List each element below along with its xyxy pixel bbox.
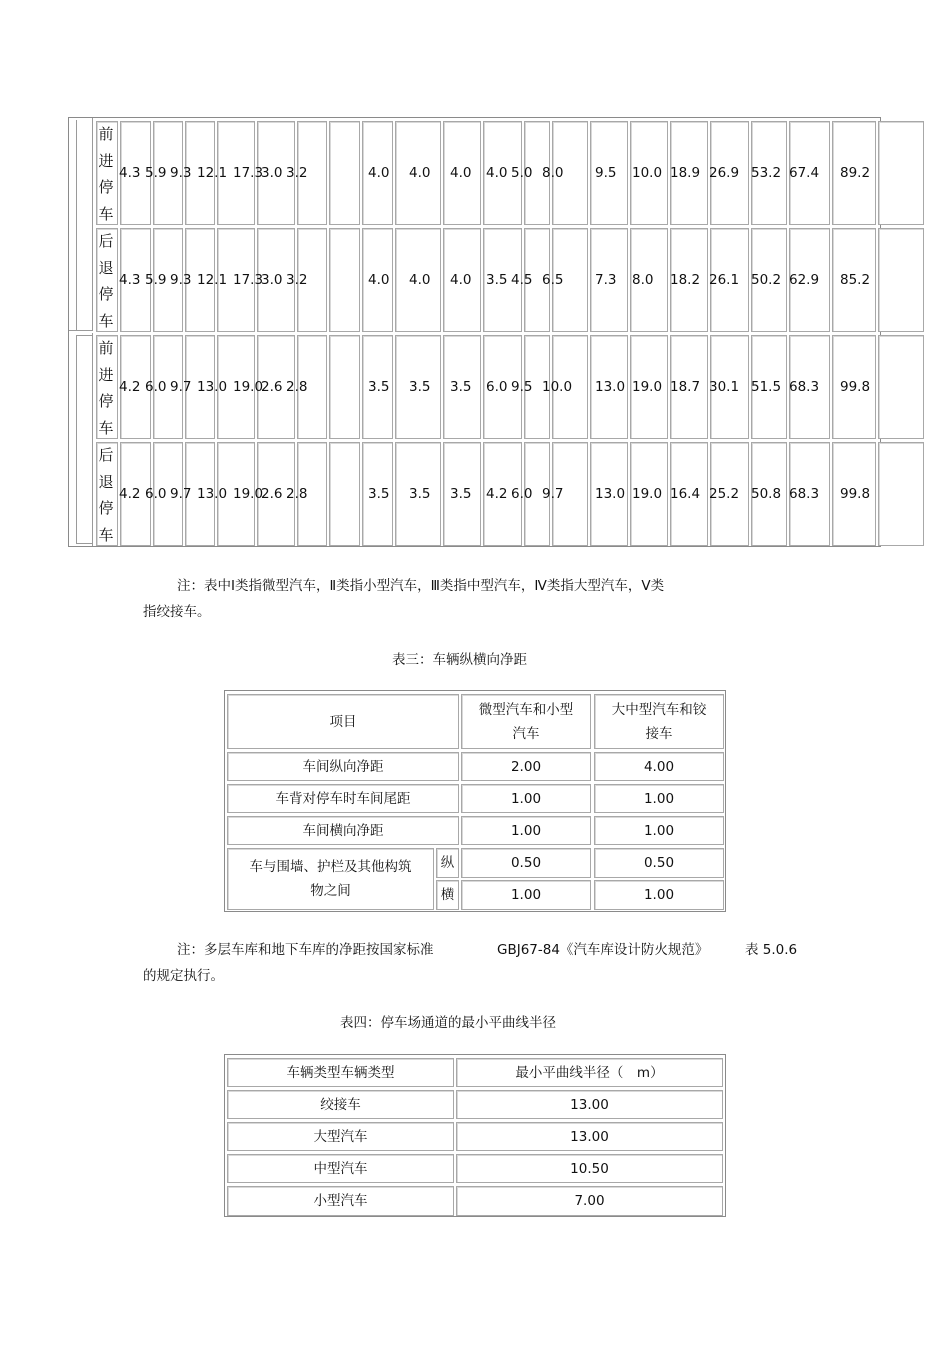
parameter-value: 2.6 bbox=[261, 379, 283, 395]
parking-method-char: 前 bbox=[98, 125, 114, 143]
merged-row-label: 车与围墙、护栏及其他构筑 物之间 bbox=[227, 848, 434, 910]
parameter-value: 4.0 bbox=[409, 165, 431, 181]
parking-method-char: 停 bbox=[98, 392, 114, 410]
header-col2: 大中型汽车和铰 接车 bbox=[594, 694, 724, 749]
sub-label-lateral: 横 bbox=[436, 880, 459, 910]
value-cell bbox=[878, 121, 924, 225]
parameter-value: 12.1 bbox=[197, 165, 228, 181]
parameter-value: 4.3 bbox=[119, 165, 141, 181]
table3-caption: 表三：车辆纵横向净距 bbox=[392, 652, 527, 668]
row-value: 1.00 bbox=[594, 880, 724, 910]
parameter-value: 9.3 bbox=[170, 272, 192, 288]
parameter-value: 3.5 bbox=[368, 379, 390, 395]
parking-dimension-table bbox=[68, 117, 881, 547]
clearance-note-continued: 的规定执行。 bbox=[143, 968, 224, 984]
parameter-value: 4.0 bbox=[409, 272, 431, 288]
parking-method-char: 后 bbox=[98, 232, 114, 250]
parameter-value: 6.0 bbox=[145, 379, 167, 395]
parameter-value: 30.1 bbox=[709, 379, 740, 395]
parameter-value: 9.7 bbox=[170, 486, 192, 502]
parameter-value: 89.2 bbox=[840, 165, 871, 181]
parameter-value: 53.2 bbox=[751, 165, 782, 181]
parameter-value: 3.5 bbox=[368, 486, 390, 502]
row-value: 1.00 bbox=[461, 816, 591, 845]
clearance-note: 注：多层车库和地下车库的净距按国家标准 bbox=[177, 942, 434, 958]
parameter-value: 51.5 bbox=[751, 379, 782, 395]
parameter-value: 10.0 bbox=[542, 379, 573, 395]
row-value: 1.00 bbox=[461, 880, 591, 910]
parking-method-char: 停 bbox=[98, 499, 114, 517]
value-cell bbox=[878, 442, 924, 546]
parking-method-char: 车 bbox=[98, 418, 114, 437]
min-radius-value: 13.00 bbox=[456, 1122, 723, 1151]
parameter-value: 68.3 bbox=[789, 379, 820, 395]
parameter-value: 6.0 bbox=[486, 379, 508, 395]
min-curve-radius-table bbox=[224, 1054, 726, 1217]
parameter-value: 85.2 bbox=[840, 272, 871, 288]
parameter-value: 19.0 bbox=[233, 379, 264, 395]
parameter-value: 2.6 bbox=[261, 486, 283, 502]
parameter-value: 9.5 bbox=[595, 165, 617, 181]
table-note: 注：表中Ⅰ类指微型汽车，Ⅱ类指小型汽车，Ⅲ类指中型汽车，Ⅳ类指大型汽车，Ⅴ类 bbox=[177, 578, 665, 594]
parameter-value: 4.5 bbox=[511, 272, 533, 288]
parameter-value: 67.4 bbox=[789, 165, 820, 181]
table4-caption: 表四：停车场通道的最小平曲线半径 bbox=[340, 1015, 556, 1031]
parameter-value: 8.0 bbox=[542, 165, 564, 181]
parameter-value: 99.8 bbox=[840, 379, 871, 395]
parameter-value: 4.0 bbox=[450, 272, 472, 288]
parameter-value: 5.9 bbox=[145, 165, 167, 181]
parking-method-char: 退 bbox=[98, 472, 114, 491]
parameter-value: 13.0 bbox=[595, 379, 626, 395]
parking-method-char: 进 bbox=[98, 365, 114, 384]
min-radius-value: 10.50 bbox=[456, 1154, 723, 1183]
parameter-value: 3.2 bbox=[286, 165, 308, 181]
vehicle-clearance-table bbox=[224, 690, 726, 912]
sub-label-longitudinal: 纵 bbox=[436, 848, 459, 878]
clearance-note-table-ref: 表 5.0.6 bbox=[745, 942, 798, 958]
parameter-value: 4.0 bbox=[368, 272, 390, 288]
parameter-value: 17.3 bbox=[233, 272, 264, 288]
parking-method-char: 停 bbox=[98, 178, 114, 196]
parameter-value: 18.9 bbox=[670, 165, 701, 181]
header-min-radius: 最小平曲线半径（ m） bbox=[456, 1058, 723, 1087]
row-value: 2.00 bbox=[461, 752, 591, 781]
parameter-value: 26.9 bbox=[709, 165, 740, 181]
parking-method-char: 后 bbox=[98, 446, 114, 464]
vehicle-type: 小型汽车 bbox=[227, 1186, 454, 1216]
row-value: 1.00 bbox=[594, 816, 724, 845]
min-radius-value: 13.00 bbox=[456, 1090, 723, 1119]
parameter-value: 4.0 bbox=[450, 165, 472, 181]
value-cell bbox=[329, 442, 360, 546]
parameter-value: 4.2 bbox=[119, 379, 141, 395]
value-cell bbox=[878, 335, 924, 439]
vehicle-class-group-cell bbox=[69, 118, 93, 331]
parameter-value: 19.0 bbox=[632, 379, 663, 395]
header-vehicle-type: 车辆类型车辆类型 bbox=[227, 1058, 454, 1087]
row-label: 车背对停车时车间尾距 bbox=[227, 784, 459, 813]
parameter-value: 2.8 bbox=[286, 486, 308, 502]
parameter-value: 62.9 bbox=[789, 272, 820, 288]
parking-method-char: 车 bbox=[98, 525, 114, 544]
parameter-value: 19.0 bbox=[632, 486, 663, 502]
parking-method-char: 车 bbox=[98, 311, 114, 330]
parameter-value: 3.5 bbox=[450, 486, 472, 502]
parameter-value: 9.3 bbox=[170, 165, 192, 181]
value-cell bbox=[878, 228, 924, 332]
parameter-value: 3.5 bbox=[486, 272, 508, 288]
parameter-value: 12.1 bbox=[197, 272, 228, 288]
vehicle-type: 中型汽车 bbox=[227, 1154, 454, 1183]
parameter-value: 13.0 bbox=[595, 486, 626, 502]
parameter-value: 13.0 bbox=[197, 486, 228, 502]
parameter-value: 2.8 bbox=[286, 379, 308, 395]
vehicle-class-group-cell bbox=[69, 333, 93, 546]
value-cell bbox=[329, 121, 360, 225]
parameter-value: 5.0 bbox=[511, 165, 533, 181]
parameter-value: 3.5 bbox=[450, 379, 472, 395]
parameter-value: 7.3 bbox=[595, 272, 617, 288]
row-label: 车间横向净距 bbox=[227, 816, 459, 845]
parameter-value: 9.5 bbox=[511, 379, 533, 395]
clearance-note-standard: GBJ67-84《汽车库设计防火规范》 bbox=[497, 942, 709, 958]
parameter-value: 16.4 bbox=[670, 486, 701, 502]
row-value: 1.00 bbox=[594, 784, 724, 813]
parameter-value: 50.8 bbox=[751, 486, 782, 502]
row-value: 0.50 bbox=[594, 848, 724, 878]
parking-method-char: 车 bbox=[98, 204, 114, 223]
parameter-value: 3.2 bbox=[286, 272, 308, 288]
parameter-value: 3.0 bbox=[261, 165, 283, 181]
parameter-value: 9.7 bbox=[170, 379, 192, 395]
parameter-value: 3.5 bbox=[409, 486, 431, 502]
parameter-value: 50.2 bbox=[751, 272, 782, 288]
parameter-value: 17.3 bbox=[233, 165, 264, 181]
parking-method-char: 前 bbox=[98, 339, 114, 357]
parameter-value: 26.1 bbox=[709, 272, 740, 288]
row-label: 车间纵向净距 bbox=[227, 752, 459, 781]
parameter-value: 4.0 bbox=[486, 165, 508, 181]
parameter-value: 6.0 bbox=[145, 486, 167, 502]
parameter-value: 5.9 bbox=[145, 272, 167, 288]
parameter-value: 4.3 bbox=[119, 272, 141, 288]
value-cell bbox=[329, 335, 360, 439]
parameter-value: 3.0 bbox=[261, 272, 283, 288]
parameter-value: 3.5 bbox=[409, 379, 431, 395]
parameter-value: 25.2 bbox=[709, 486, 740, 502]
parameter-value: 6.0 bbox=[511, 486, 533, 502]
parameter-value: 13.0 bbox=[197, 379, 228, 395]
parameter-value: 10.0 bbox=[632, 165, 663, 181]
table-note-continued: 指绞接车。 bbox=[143, 604, 211, 620]
parking-method-char: 退 bbox=[98, 258, 114, 277]
parameter-value: 4.2 bbox=[486, 486, 508, 502]
parameter-value: 8.0 bbox=[632, 272, 654, 288]
parameter-value: 4.0 bbox=[368, 165, 390, 181]
parking-method-char: 进 bbox=[98, 151, 114, 170]
parameter-value: 68.3 bbox=[789, 486, 820, 502]
row-value: 4.00 bbox=[594, 752, 724, 781]
parameter-value: 99.8 bbox=[840, 486, 871, 502]
parking-method-char: 停 bbox=[98, 285, 114, 303]
parameter-value: 6.5 bbox=[542, 272, 564, 288]
parameter-value: 4.2 bbox=[119, 486, 141, 502]
value-cell bbox=[329, 228, 360, 332]
header-col1: 微型汽车和小型 汽车 bbox=[461, 694, 591, 749]
parameter-value: 9.7 bbox=[542, 486, 564, 502]
min-radius-value: 7.00 bbox=[456, 1186, 723, 1216]
header-item: 项目 bbox=[227, 694, 459, 749]
parameter-value: 18.7 bbox=[670, 379, 701, 395]
parameter-value: 18.2 bbox=[670, 272, 701, 288]
vehicle-type: 绞接车 bbox=[227, 1090, 454, 1119]
parameter-value: 19.0 bbox=[233, 486, 264, 502]
row-value: 1.00 bbox=[461, 784, 591, 813]
vehicle-type: 大型汽车 bbox=[227, 1122, 454, 1151]
row-value: 0.50 bbox=[461, 848, 591, 878]
